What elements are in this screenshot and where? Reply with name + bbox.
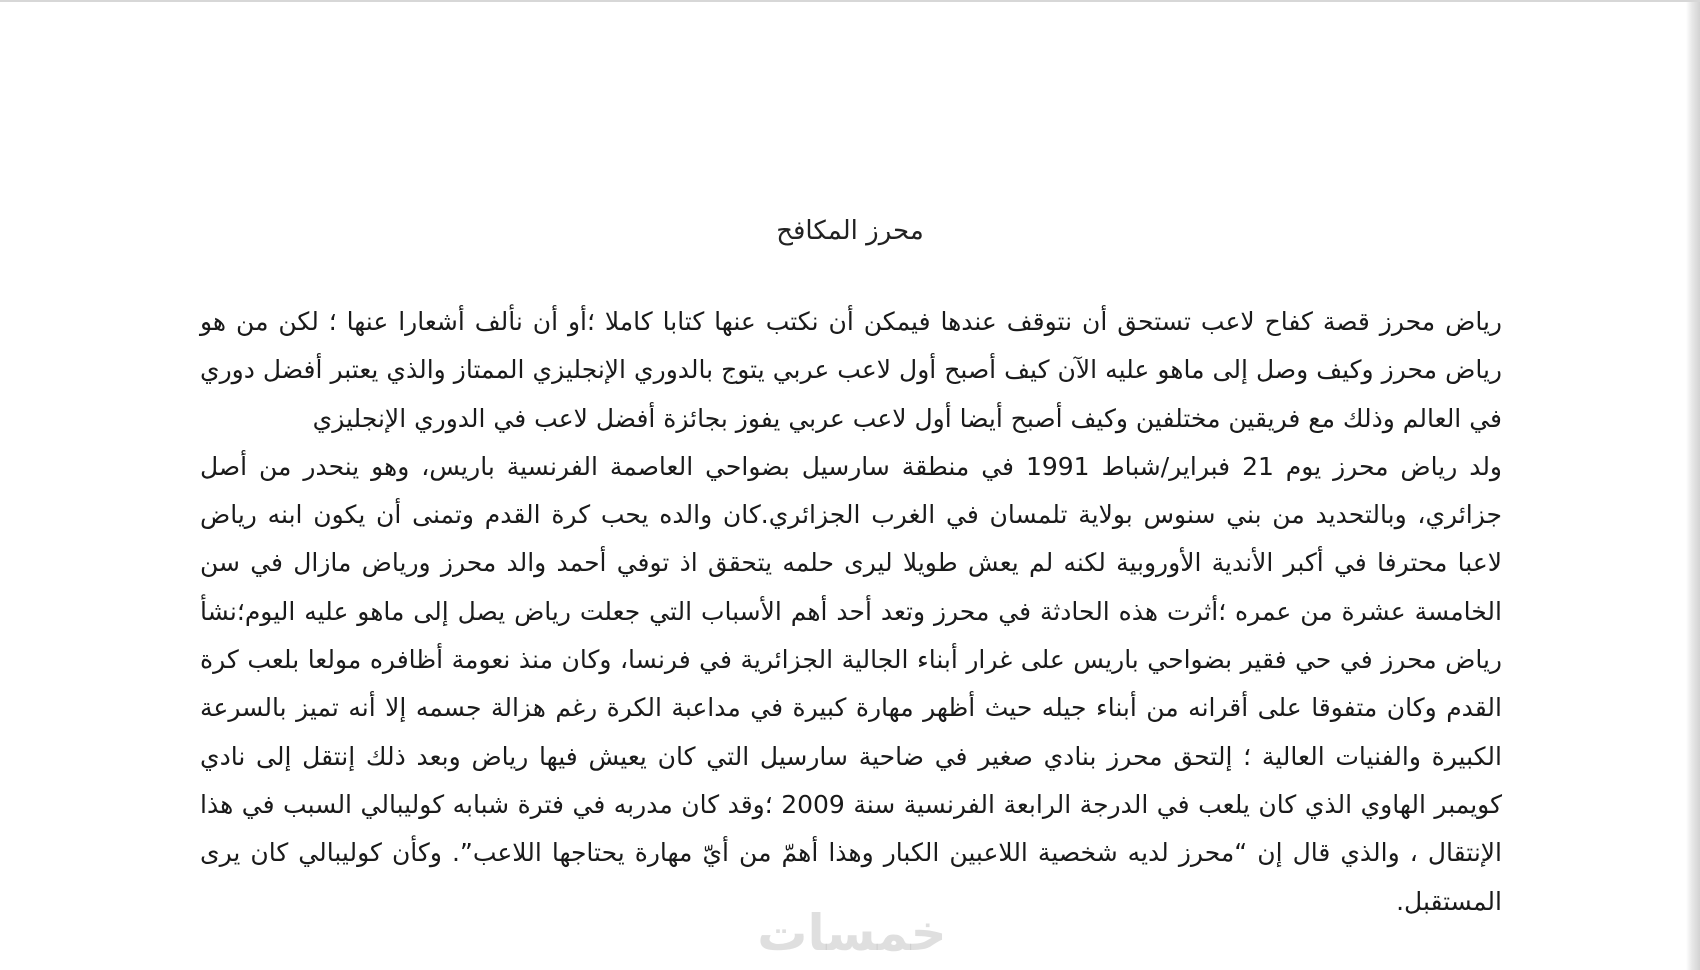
paragraph-intro: رياض محرز قصة كفاح لاعب تستحق أن نتوقف عندها فيمكن أن نكتب عنها كتابا كاملا ؛أو أن نألف أشعارا عنها ؛ لكن من هو رياض محرز وكيف وصل إلى ماهو عليه الآن كيف أصبح أول لاعب عربي يتوج بالدوري الإنجليزي الممتاز والذي يعتبر أفضل دوري في العالم وذلك مع فريقين مختلفين وكيف أصبح أيضا أول لاعب عربي يفوز بجائزة أفضل لاعب في الدوري الإنجليزي	[200, 307, 1502, 433]
page-edge-shadow	[1686, 2, 1700, 970]
document-title: محرز المكافح	[776, 216, 924, 246]
site-watermark: خمسات	[757, 904, 947, 962]
document-body	[200, 298, 1502, 926]
paragraph-biography: ولد رياض محرز يوم 21 فبراير/شباط 1991 في منطقة سارسيل بضواحي العاصمة الفرنسية باريس، وهو ينحدر من أصل جزائري، وبالتحديد من بني سنوس بولاية تلمسان في الغرب الجزائري.كان والده يحب كرة القدم وتمنى أن يكون ابنه رياض لاعبا محترفا في أكبر الأندية الأوروبية لكنه لم يعش طويلا ليرى حلمه يتحقق اذ توفي أحمد والد محرز ورياض مازال في سن الخامسة عشرة من عمره ؛أثرت هذه الحادثة في محرز وتعد أحد أهم الأسباب التي جعلت رياض يصل إلى ماهو عليه اليوم؛نشأ رياض محرز في حي فقير بضواحي باريس على غرار أبناء الجالية الجزائرية في فرنسا، وكان منذ نعومة أظافره مولعا بلعب كرة القدم وكان متفوقا على أقرانه من أبناء جيله حيث أظهر مهارة كبيرة في مداعبة الكرة رغم هزالة جسمه إلا أنه تميز بالسرعة الكبيرة والفنيات العالية ؛ إلتحق محرز بنادي صغير في ضاحية سارسيل التي كان يعيش فيها رياض وبعد ذلك إنتقل إلى نادي كويمبر الهاوي الذي كان يلعب في الدرجة الرابعة الفرنسية سنة 2009 ؛وقد كان مدربه في فترة شبابه كوليبالي السبب في هذا الإنتقال ، والذي قال إن “محرز لديه شخصية اللاعبين الكبار وهذا أهمّ من أيّ مهارة يحتاجها اللاعب”. وكأن كوليبالي كان يرى المستقبل.	[200, 451, 1503, 916]
